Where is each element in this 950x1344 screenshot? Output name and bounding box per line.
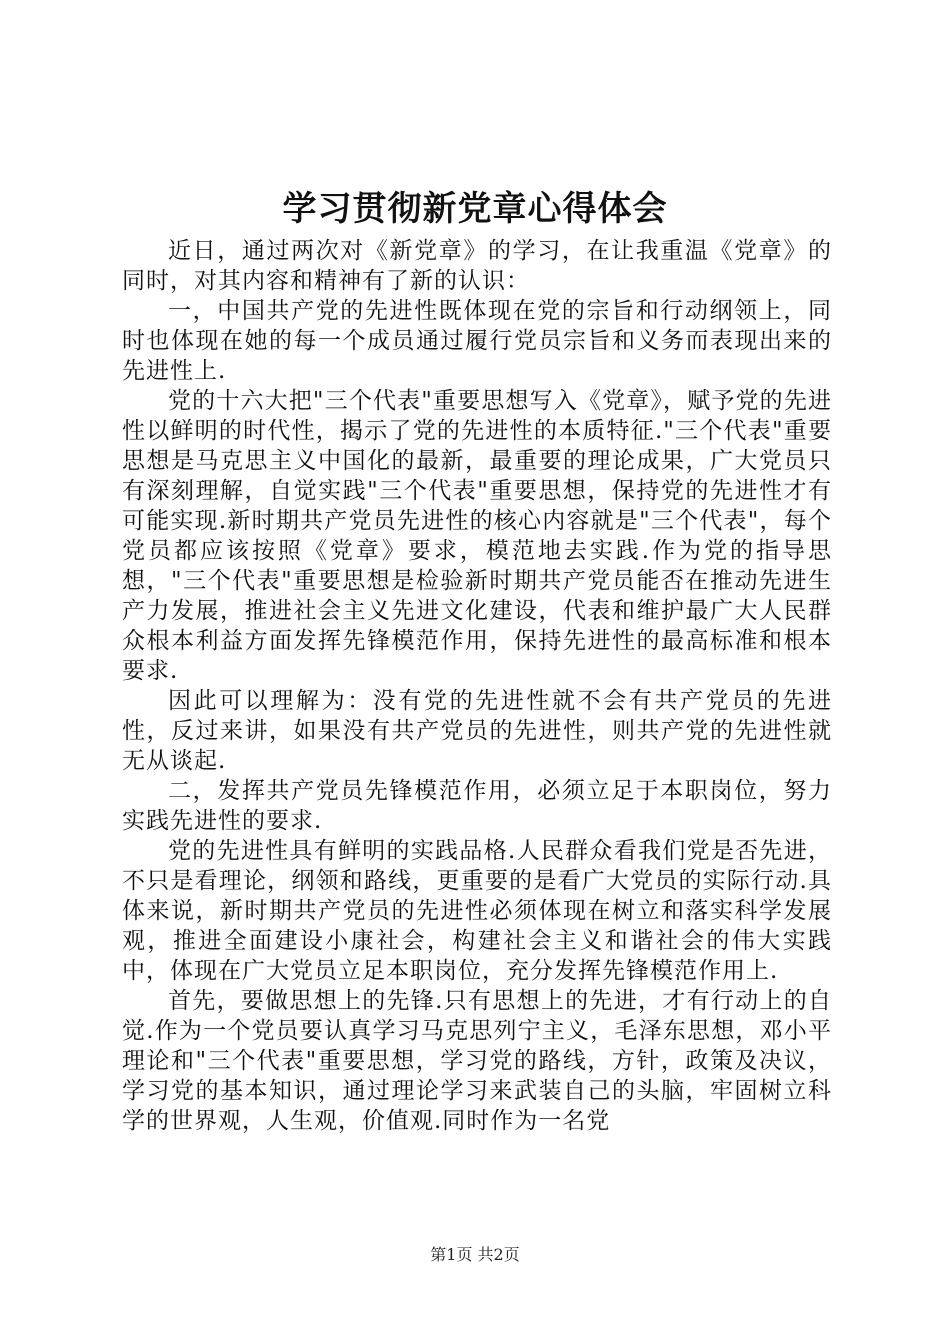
- paragraph: 因此可以理解为：没有党的先进性就不会有共产党员的先进性，反过来讲，如果没有共产党员的先进性，则共产党的先进性就无从谈起.: [122, 688, 832, 774]
- page-number-footer: 第1页 共2页: [430, 1245, 520, 1264]
- paragraph: 近日，通过两次对《新党章》的学习，在让我重温《党章》的同时，对其内容和精神有了新的认识：: [122, 238, 832, 294]
- paragraph: 党的十六大把"三个代表"重要思想写入《党章》，赋予党的先进性以鲜明的时代性，揭示了党的先进性的本质特征."三个代表"重要思想是马克思主义中国化的最新，最重要的理论成果，广大党员只有深刻理解，自觉实践"三个代表"重要思想，保持党的先进性才有可能实现.新时期共产党员先进性的核心内容就是"三个代表"，每个党员都应该按照《党章》要求，模范地去实践.作为党的指导思想，"三个代表"重要思想是检验新时期共产党员能否在推动先进生产力发展，推进社会主义先进文化建设，代表和维护最广大人民群众根本利益方面发挥先锋模范作用，保持先进性的最高标准和根本要求.: [122, 388, 832, 684]
- paragraph: 二，发挥共产党员先锋模范作用，必须立足于本职岗位，努力实践先进性的要求.: [122, 778, 832, 834]
- document-body: [122, 236, 832, 1136]
- paragraph: 一，中国共产党的先进性既体现在党的宗旨和行动纲领上，同时也体现在她的每一个成员通过履行党员宗旨和义务而表现出来的先进性上.: [122, 298, 832, 384]
- paragraph: 首先，要做思想上的先锋.只有思想上的先进，才有行动上的自觉.作为一个党员要认真学习马克思列宁主义，毛泽东思想，邓小平理论和"三个代表"重要思想，学习党的路线，方针，政策及决议，学习党的基本知识，通过理论学习来武装自己的头脑，牢固树立科学的世界观，人生观，价值观.同时作为一名党: [122, 988, 832, 1134]
- document-title: 学习贯彻新党章心得体会: [282, 189, 668, 229]
- paragraph: 党的先进性具有鲜明的实践品格.人民群众看我们党是否先进，不只是看理论，纲领和路线，更重要的是看广大党员的实际行动.具体来说，新时期共产党员的先进性必须体现在树立和落实科学发展观，推进全面建设小康社会，构建社会主义和谐社会的伟大实践中，体现在广大党员立足本职岗位，充分发挥先锋模范作用上.: [122, 838, 832, 984]
